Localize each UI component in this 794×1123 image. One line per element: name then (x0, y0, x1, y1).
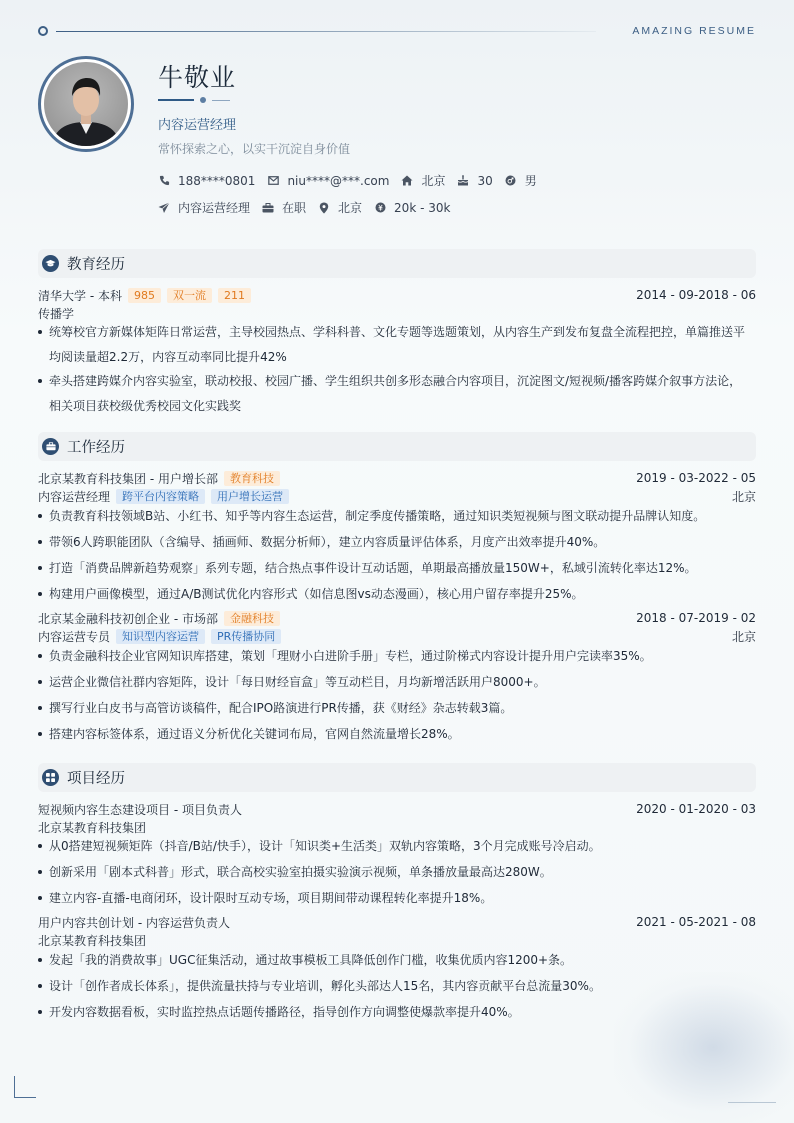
project-org: 北京某教育科技集团 (38, 820, 147, 835)
school-name: 清华大学 - 本科 (38, 288, 122, 303)
education-school-row (38, 287, 756, 303)
top-line (56, 31, 596, 32)
phone-icon (158, 175, 170, 187)
home-icon (401, 175, 413, 187)
list-item: 建立内容-直播-电商闭环，设计限时互动专场，项目期间带动课程转化率提升18%。 (38, 886, 756, 911)
project-1-title-row (38, 801, 756, 817)
project-date: 2020 - 01-2020 - 03 (636, 802, 756, 816)
name-decoration (158, 96, 238, 104)
education-heading: 教育经历 (67, 257, 125, 273)
list-item: 创新采用「剧本式科普」形式，联合高校实验室拍摄实验演示视频，单条播放量最高达280W。 (38, 860, 756, 885)
list-item: 构建用户画像模型，通过A/B测试优化内容形式（如信息图vs动态漫画），核心用户留存率提升25%。 (38, 582, 756, 607)
phone-text: 188****0801 (178, 173, 256, 188)
project-date: 2021 - 05-2021 - 08 (636, 915, 756, 929)
work-heading: 工作经历 (67, 440, 125, 456)
job-2-role-row (38, 628, 756, 644)
tag-double-first-class: 双一流 (167, 288, 212, 303)
gender-text: 男 (524, 174, 537, 188)
skill-tag: 跨平台内容策略 (116, 489, 205, 504)
job-role: 内容运营经理 (38, 489, 111, 504)
project-2-title-row (38, 914, 756, 930)
major: 传播学 (38, 306, 75, 321)
briefcase-icon (262, 202, 274, 214)
list-item: 从0搭建短视频矩阵（抖音/B站/快手），设计「知识类+生活类」双轨内容策略，3个月完成账号冷启动。 (38, 834, 756, 859)
age-text: 30 (477, 173, 493, 188)
brand-label: AMAZING RESUME (632, 25, 756, 37)
list-item: 撰写行业白皮书与高管访谈稿件，配合IPO路演进行PR传播，获《财经》杂志转载3篇。 (38, 696, 756, 721)
send-icon (158, 202, 170, 214)
skill-tag: PR传播协同 (211, 629, 281, 644)
salary-info (374, 201, 450, 215)
top-ring-icon (38, 26, 48, 36)
avatar (38, 56, 134, 152)
industry-tag: 教育科技 (224, 471, 280, 486)
status-info (262, 199, 306, 216)
avatar-photo (44, 62, 128, 146)
salary-text: 20k - 30k (394, 200, 451, 215)
motto: 常怀探索之心，以实干沉淀自身价值 (158, 142, 351, 156)
list-item: 打造「消费品牌新趋势观察」系列专题，结合热点事件设计互动话题，单期最高播放量150W+，私域引流转化率达12%。 (38, 556, 756, 581)
projects-heading: 项目经历 (67, 771, 125, 787)
job-company: 北京某金融科技初创企业 - 市场部 (38, 611, 218, 626)
contact-row (158, 172, 549, 189)
status-text: 在职 (282, 201, 307, 215)
grid-icon (42, 769, 59, 786)
list-item: 搭建内容标签体系，通过语义分析优化关键词布局，官网自然流量增长28%。 (38, 722, 756, 747)
cake-icon (457, 175, 469, 187)
decorative-blur (614, 972, 794, 1123)
gender-icon (505, 175, 517, 187)
gender-info (505, 172, 537, 189)
email-text: niu****@***.com (287, 173, 390, 188)
list-item: 开发内容数据看板，实时监控热点话题传播路径，指导创作方向调整使爆款率提升40%。 (38, 1000, 756, 1025)
projects-section-header (38, 763, 756, 792)
skill-tag: 用户增长运营 (211, 489, 289, 504)
phone-info (158, 174, 255, 188)
job-company: 北京某教育科技集团 - 用户增长部 (38, 471, 218, 486)
education-section-header (38, 249, 756, 278)
city-info (318, 199, 362, 216)
top-bar (38, 26, 756, 38)
project-name: 用户内容共创计划 - 内容运营负责人 (38, 915, 230, 930)
list-item: 设计「创作者成长体系」，提供流量扶持与专业培训，孵化头部达人15名，其内容贡献平台总流量30%。 (38, 974, 756, 999)
work-section-header (38, 432, 756, 461)
job-city: 北京 (731, 489, 756, 504)
mail-icon (267, 175, 279, 187)
intent-text: 内容运营经理 (178, 201, 251, 215)
graduation-cap-icon (42, 255, 59, 272)
list-item: 负责金融科技企业官网知识库搭建，策划「理财小白进阶手册」专栏，通过阶梯式内容设计提升用户完读率35%。 (38, 644, 756, 669)
skill-tag: 知识型内容运营 (116, 629, 205, 644)
education-bullet-2: 牵头搭建跨媒介内容实验室，联动校报、校园广播、学生组织共创多形态融合内容项目，沉淀图文/短视频/播客跨媒介叙事方法论， 相关项目获校级优秀校园文化实践奖 (38, 369, 756, 419)
list-item: 带领6人跨职能团队（含编导、插画师、数据分析师），建立内容质量评估体系，月度产出效率提升40%。 (38, 530, 756, 555)
job-date: 2019 - 03-2022 - 05 (636, 471, 756, 485)
email-info (267, 174, 389, 188)
list-item: 负责教育科技领域B站、小红书、知乎等内容生态运营，制定季度传播策略，通过知识类短视频与图文联动提升品牌认知度。 (38, 504, 756, 529)
person-icon (44, 62, 128, 146)
project-org: 北京某教育科技集团 (38, 933, 147, 948)
tag-211: 211 (218, 288, 251, 303)
age-info (457, 174, 492, 188)
education-major-row (38, 305, 756, 321)
job-2-company-row (38, 610, 756, 626)
project-name: 短视频内容生态建设项目 - 项目负责人 (38, 802, 242, 817)
job-title: 内容运营经理 (158, 118, 237, 133)
project-2-org-row (38, 932, 756, 948)
bottom-line-decoration (728, 1102, 776, 1103)
salary-icon (374, 202, 386, 214)
list-item: 运营企业微信社群内容矩阵，设计「每日财经盲盒」等互动栏目，月均新增活跃用户8000+。 (38, 670, 756, 695)
briefcase-icon (42, 438, 59, 455)
location-icon (318, 202, 330, 214)
job-date: 2018 - 07-2019 - 02 (636, 611, 756, 625)
industry-tag: 金融科技 (224, 611, 280, 626)
education-bullet-1: 统筹校官方新媒体矩阵日常运营，主导校园热点、学科科普、文化专题等选题策划，从内容生产到发布复盘全流程把控，单篇推送平 均阅读量超2.2万，内容互动率同比提升42% (38, 320, 756, 370)
candidate-name: 牛敬业 (158, 63, 237, 92)
city-text: 北京 (338, 201, 363, 215)
home-info (401, 172, 445, 189)
list-item: 发起「我的消费故事」UGC征集活动，通过故事模板工具降低创作门槛，收集优质内容1200+条。 (38, 948, 756, 973)
job-intent-row (158, 199, 462, 216)
home-text: 北京 (421, 174, 446, 188)
project-1-org-row (38, 819, 756, 835)
job-1-company-row (38, 470, 756, 486)
corner-decoration (14, 1076, 36, 1098)
tag-985: 985 (128, 288, 161, 303)
job-role: 内容运营专员 (38, 629, 111, 644)
job-city: 北京 (731, 629, 756, 644)
job-1-role-row (38, 488, 756, 504)
education-date: 2014 - 09-2018 - 06 (636, 288, 756, 302)
intent-info (158, 199, 250, 216)
